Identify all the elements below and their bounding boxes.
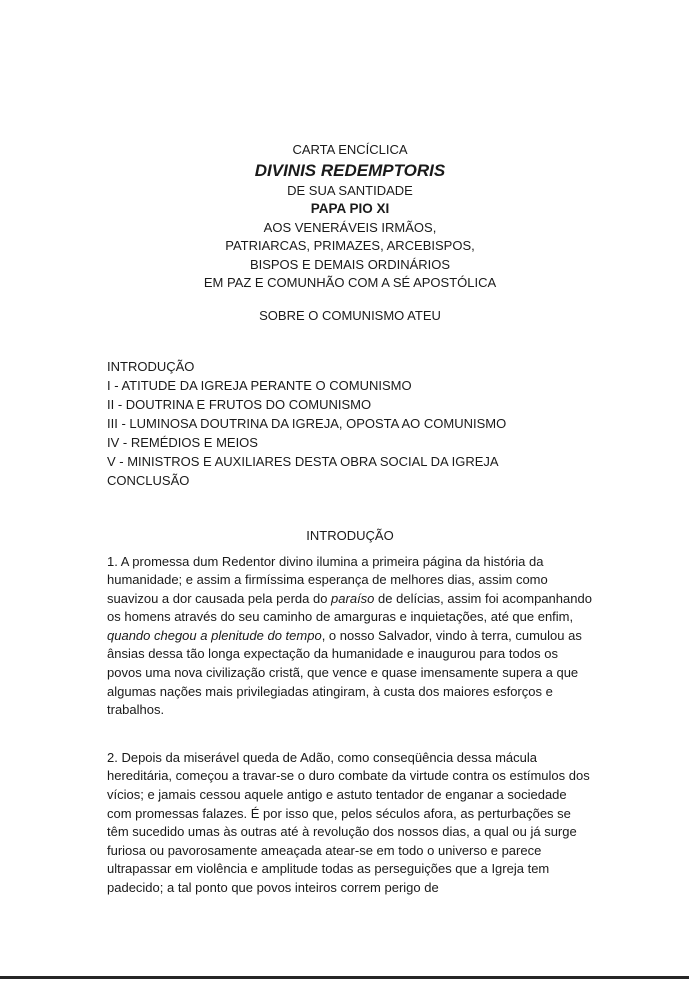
text-run: 1. A promessa dum Redentor divino ilumina a primeira página da história da humanidade; e assim a firmíssima esperança de melhores dias, assim como suavizou a dor causada pela perda do	[107, 553, 548, 606]
document-header	[107, 141, 593, 325]
toc-item: III - LUMINOSA DOUTRINA DA IGREJA, OPOSTA AO COMUNISMO	[107, 416, 507, 431]
of-line: DE SUA SANTIDADE	[287, 182, 413, 198]
text-run: , o nosso Salvador, vindo à terra, cumulou as ânsias dessa tão longa expectação da humanidade e inaugurou para todos os povos uma nova civilização cristã, que vence e quase imensamente supera a que algumas nações mais privilegiadas atingiram, à custa dos maiores esforços e trabalhos.	[107, 627, 582, 718]
addressee-line: EM PAZ E COMUNHÃO COM A SÉ APOSTÓLICA	[203, 275, 497, 290]
toc-item: INTRODUÇÃO	[107, 359, 195, 374]
addressee-line: AOS VENERÁVEIS IRMÃOS,	[263, 219, 437, 235]
text-run: de delícias, assim foi acompanhando os homens através do seu caminho de amarguras e inquietações, até que enfim,	[107, 590, 592, 625]
subject-line: SOBRE O COMUNISMO ATEU	[259, 307, 441, 323]
toc-item: V - MINISTROS E AUXILIARES DESTA OBRA SOCIAL DA IGREJA	[107, 454, 499, 469]
encyclical-title: DIVINIS REDEMPTORIS	[254, 160, 446, 180]
toc-item: I - ATITUDE DA IGREJA PERANTE O COMUNISMO	[107, 378, 412, 393]
document-body	[107, 553, 593, 898]
table-of-contents	[107, 357, 593, 490]
body-paragraph	[107, 553, 593, 720]
section-heading: INTRODUÇÃO	[306, 528, 394, 543]
italic-run: quando chegou a plenitude do tempo	[107, 627, 322, 643]
toc-item: CONCLUSÃO	[107, 473, 190, 488]
italic-run: paraíso	[331, 590, 375, 606]
body-paragraph	[107, 749, 593, 898]
author-line: PAPA PIO XI	[310, 201, 390, 216]
addressees-block	[107, 219, 593, 293]
addressee-line: BISPOS E DEMAIS ORDINÁRIOS	[249, 256, 451, 272]
addressee-line: PATRIARCAS, PRIMAZES, ARCEBISPOS,	[225, 238, 475, 253]
text-run: 2. Depois da miserável queda de Adão, como conseqüência dessa mácula hereditária, começou a travar-se o duro combate da virtude contra os estímulos dos vícios; e jamais cessou aquele antigo e astuto tentador de enganar a sociedade com promessas falazes. É por isso que, pelos séculos afora, as perturbações se têm sucedido umas às outras até à revolução dos nossos dias, a qual ou já surge furiosa ou pavorosamente ameaçada atear-se em todo o universo e parece ultrapassar em violência e amplitude todas as perseguições que a Igreja tem padecido; a tal ponto que povos inteiros correm perigo de	[107, 749, 590, 895]
page-break-rule	[0, 976, 689, 979]
toc-item: II - DOUTRINA E FRUTOS DO COMUNISMO	[107, 397, 372, 412]
toc-item: IV - REMÉDIOS E MEIOS	[107, 435, 258, 450]
doc-type-line: CARTA ENCÍCLICA	[292, 142, 408, 157]
